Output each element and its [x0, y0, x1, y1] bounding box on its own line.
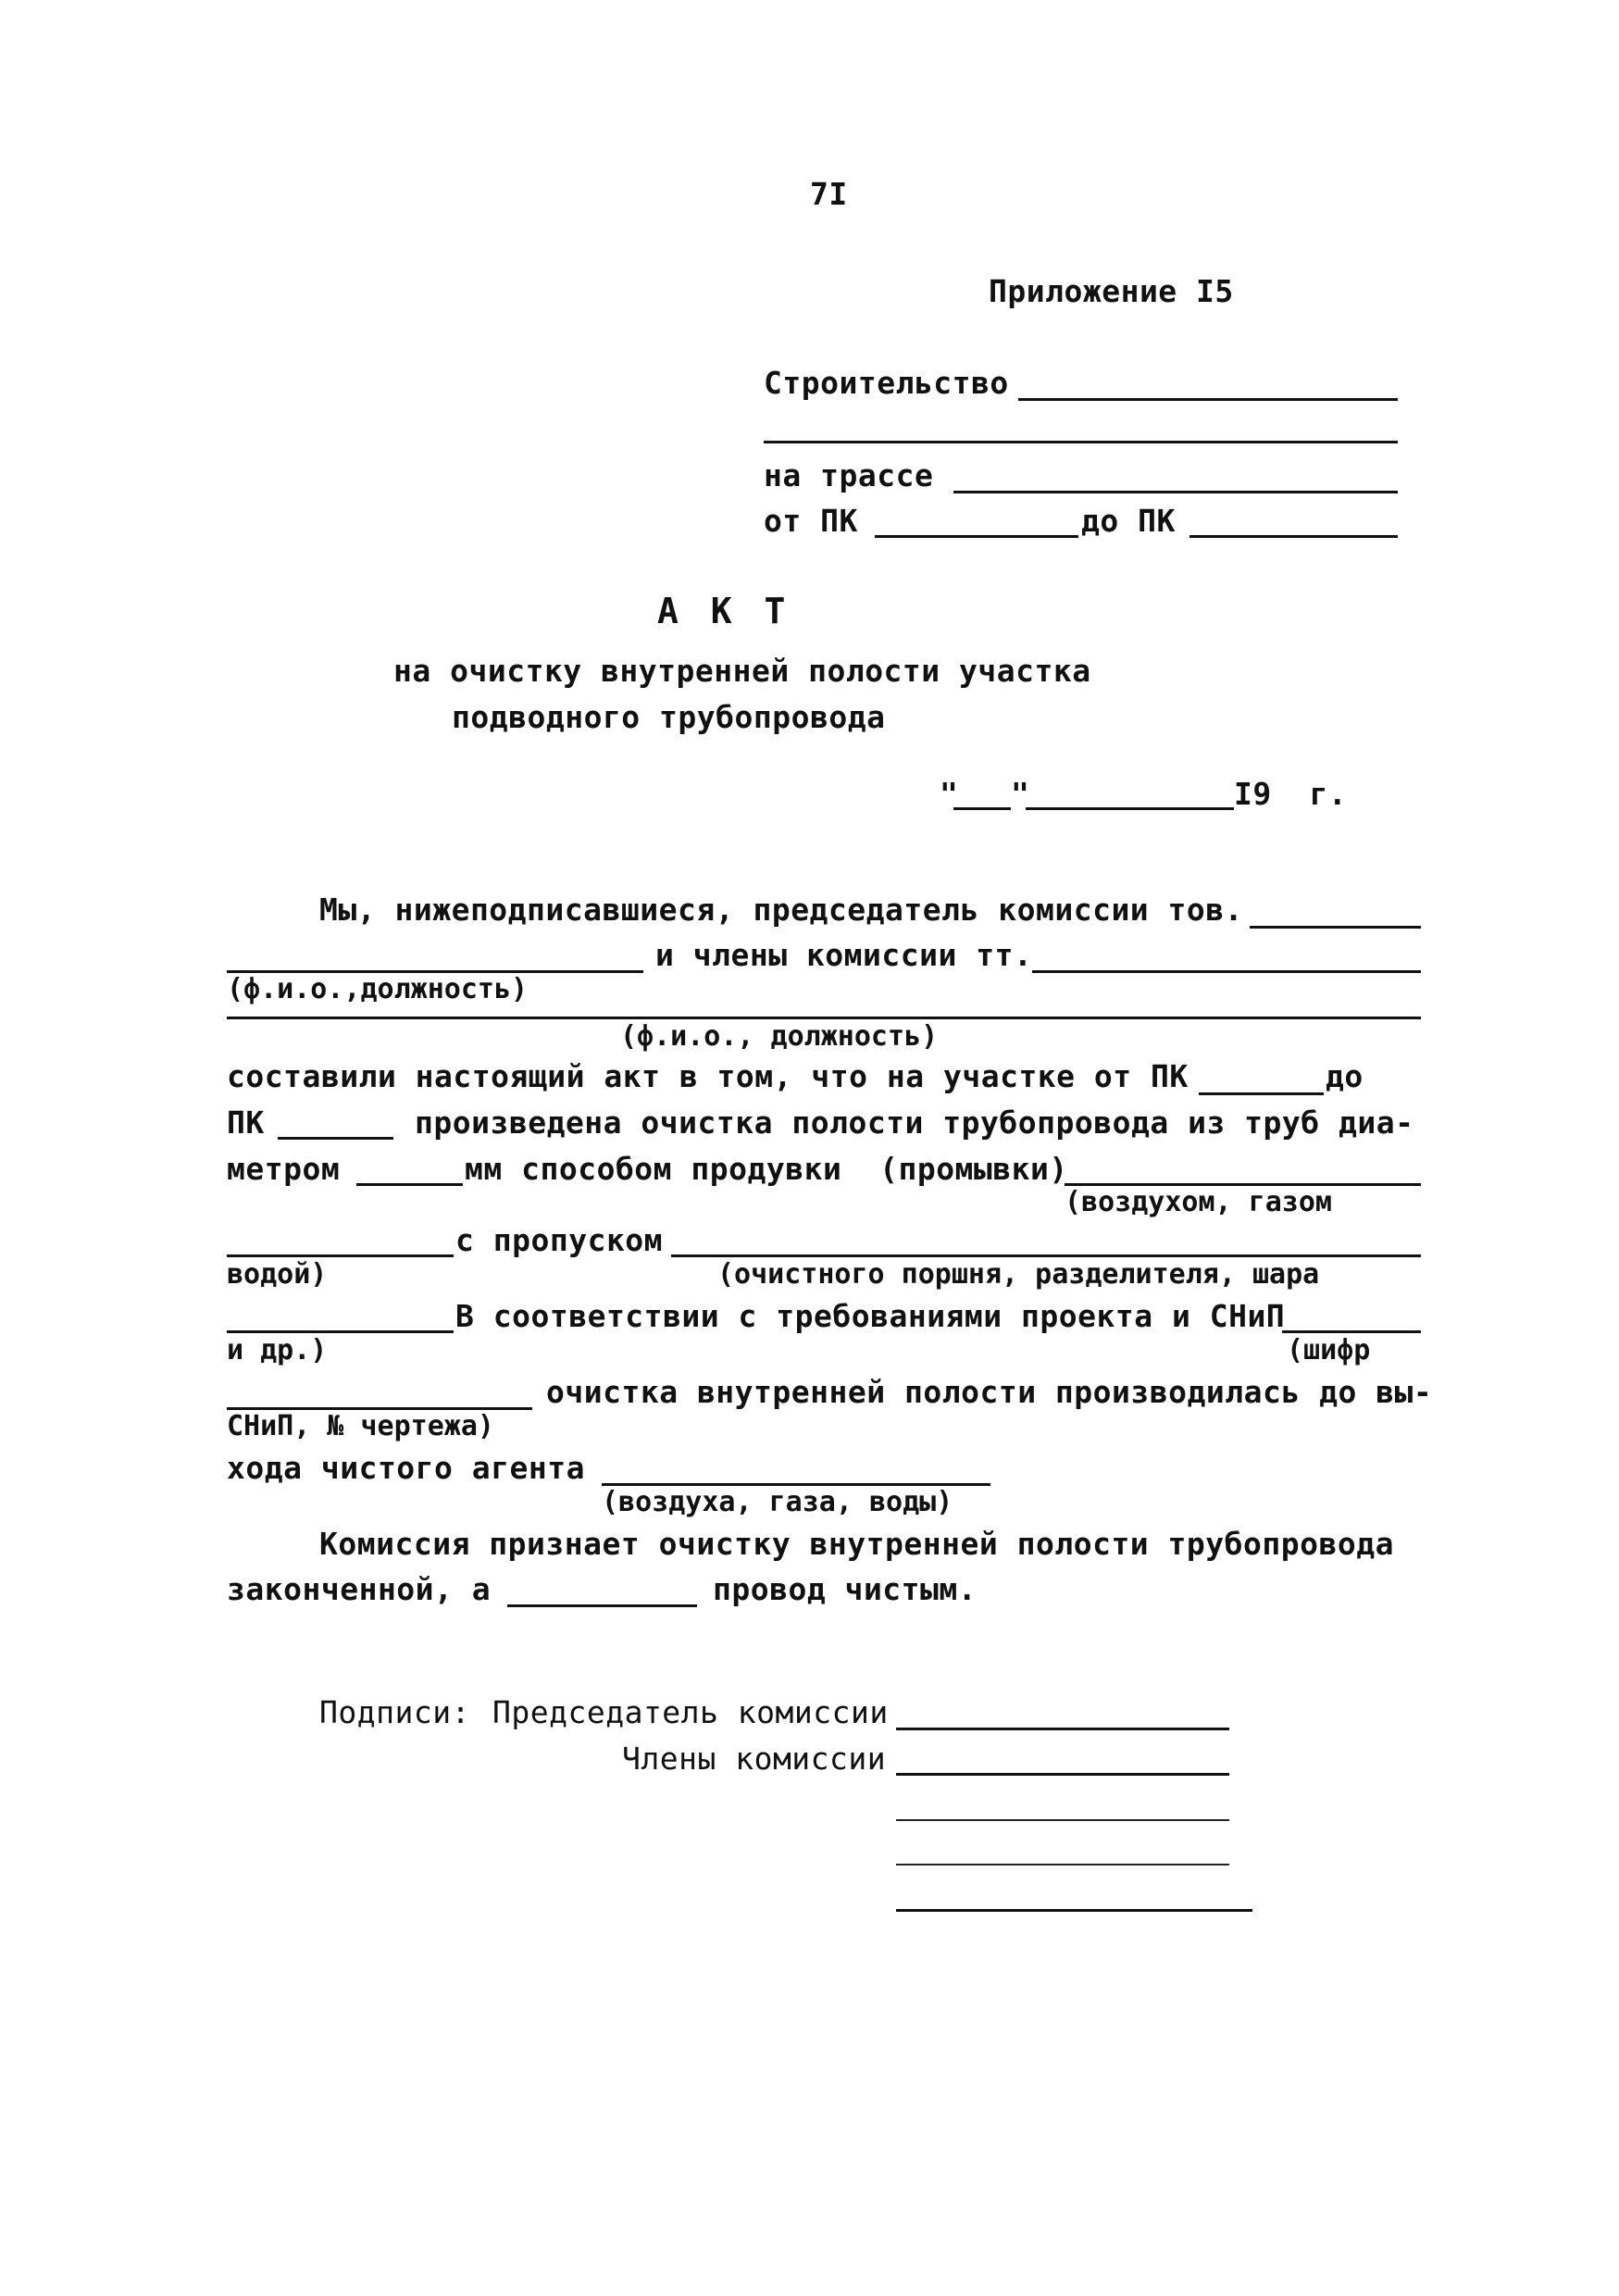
section-to-pk-field[interactable] [278, 1137, 393, 1140]
caption-snip-drawing: СНиП, № чертежа) [227, 1410, 494, 1442]
caption-device: (очистного поршня, разделителя, шара [717, 1258, 1320, 1291]
members-field-line2[interactable] [227, 1017, 1421, 1019]
document-title: А К Т [657, 591, 791, 631]
diameter-field[interactable] [356, 1183, 463, 1186]
chairman-signature-label: Председатель комиссии [492, 1694, 889, 1730]
snip-code-field[interactable] [1282, 1330, 1421, 1333]
date-month-field[interactable] [1026, 807, 1234, 810]
body-line2: и члены комиссии тт. [655, 937, 1033, 973]
construction-field-line2[interactable] [764, 441, 1398, 443]
date-quote-open: " [940, 776, 959, 812]
route-field[interactable] [953, 491, 1398, 493]
caption-fio-position-1: (ф.и.о.,должность) [227, 973, 529, 1005]
page-number: 7I [810, 176, 848, 212]
chairman-signature-field[interactable] [896, 1728, 1229, 1730]
to-pk-label: до ПК [1081, 503, 1176, 539]
construction-field[interactable] [1018, 398, 1398, 401]
members-field[interactable] [1032, 970, 1421, 973]
member-signature-field-3[interactable] [896, 1864, 1229, 1866]
body-line5: произведена очистка полости трубопровода из труб диа- [415, 1104, 1414, 1141]
chairman-name-field[interactable] [1250, 926, 1421, 929]
date-quote-close: " [1011, 776, 1030, 812]
body-line12-end: провод чистым. [713, 1571, 978, 1607]
caption-agent: (воздухом, газом [1065, 1186, 1332, 1218]
subtitle-line1: на очистку внутренней полости участка [393, 653, 1091, 689]
from-pk-label: от ПК [764, 503, 858, 539]
route-label: на трассе [764, 457, 934, 493]
members-signature-label: Члены комиссии [622, 1741, 887, 1777]
passage-device-field[interactable] [671, 1254, 1421, 1257]
caption-water: водой) [227, 1258, 328, 1291]
body-line4-to: до [1326, 1058, 1364, 1094]
member-signature-field-1[interactable] [896, 1773, 1229, 1776]
body-line6-diameter: метром [227, 1151, 341, 1187]
caption-code: (шифр [1287, 1334, 1371, 1366]
date-year: I9 г. [1234, 776, 1348, 812]
body-line7: с пропуском [455, 1222, 664, 1258]
pipe-type-field[interactable] [507, 1604, 697, 1607]
date-day-field[interactable] [953, 807, 1011, 810]
body-line8: В соответствии с требованиями проекта и СНиП [455, 1298, 1286, 1334]
to-pk-field[interactable] [1189, 535, 1398, 538]
caption-air-gas-water: (воздуха, газа, воды) [602, 1486, 953, 1518]
caption-fio-position-2: (ф.и.о., должность) [620, 1020, 939, 1053]
body-line12: законченной, а [227, 1571, 492, 1607]
body-line5-pk: ПК [227, 1104, 265, 1141]
from-pk-field[interactable] [875, 535, 1078, 538]
member-signature-field-2[interactable] [896, 1819, 1229, 1821]
body-line4: составили настоящий акт в том, что на участке от ПК [227, 1058, 1189, 1094]
construction-label: Строительство [764, 365, 1009, 401]
member-signature-field-4[interactable] [896, 1909, 1252, 1912]
body-line9: очистка внутренней полости производилась до вы- [546, 1374, 1433, 1410]
body-line1: Мы, нижеподписавшиеся, председатель комиссии тов. [319, 892, 1244, 928]
signatures-label: Подписи: [319, 1694, 470, 1730]
body-line10: хода чистого агента [227, 1450, 585, 1486]
section-from-pk-field[interactable] [1199, 1092, 1324, 1095]
subtitle-line2: подводного трубопровода [452, 699, 886, 735]
appendix-label: Приложение I5 [989, 273, 1234, 309]
body-line6: мм способом продувки (промывки) [465, 1151, 1068, 1187]
caption-etc: и др.) [227, 1334, 328, 1366]
passage-device-field-line2[interactable] [227, 1330, 454, 1333]
agent-field-line2[interactable] [227, 1254, 454, 1257]
body-line11: Комиссия признает очистку внутренней полости трубопровода [319, 1526, 1394, 1562]
